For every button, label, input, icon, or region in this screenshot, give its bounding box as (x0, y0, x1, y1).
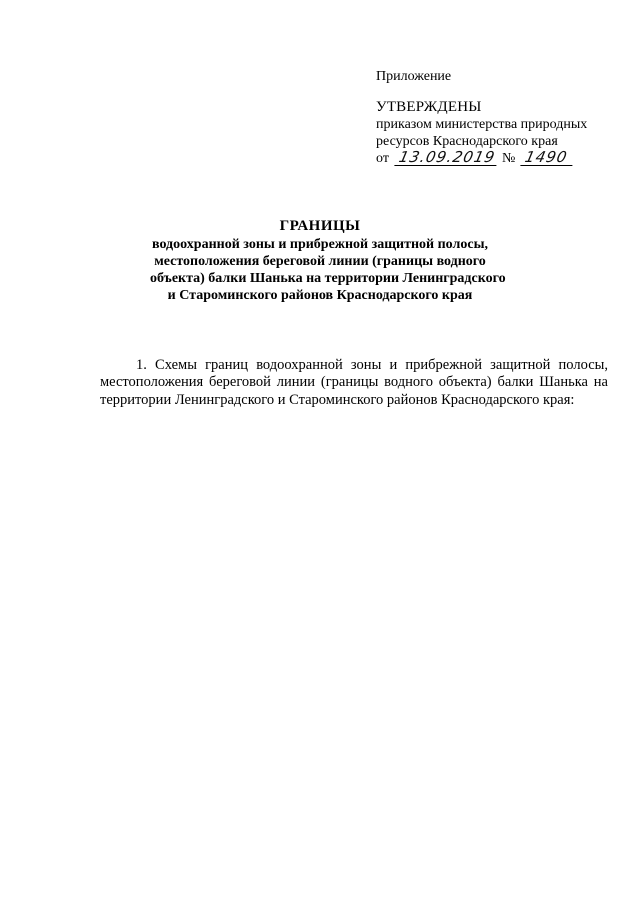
handwritten-number: 1490 (520, 150, 575, 166)
body-paragraph-1: 1. Схемы границ водоохранной зоны и прибрежной защитной полосы, местоположения береговой линии (границы водного объекта) балки Шанька на территории Ленинградского и Староминского районов Краснодарского края: (100, 356, 608, 408)
title-line-1: водоохранной зоны и прибрежной защитной полосы, (152, 237, 488, 252)
document-title (150, 218, 506, 304)
appendix-label: Приложение (376, 69, 452, 84)
title-line-3: объекта) балки Шанька на территории Ленинградского (150, 271, 506, 286)
number-sign: № (501, 151, 516, 166)
order-line-2: ресурсов Краснодарского края (376, 134, 558, 149)
title-line-2: местоположения береговой линии (границы водного (154, 254, 486, 269)
order-line-1: приказом министерства природных (376, 117, 588, 132)
approval-stamp-block (376, 68, 616, 167)
order-date-number-row (376, 150, 616, 167)
title-heading: ГРАНИЦЫ (279, 218, 361, 234)
handwritten-date: 13.09.2019 (395, 150, 500, 166)
title-line-4: и Староминского районов Краснодарского края (167, 288, 473, 303)
approved-label: УТВЕРЖДЕНЫ (376, 99, 482, 115)
date-prefix: от (376, 151, 389, 166)
